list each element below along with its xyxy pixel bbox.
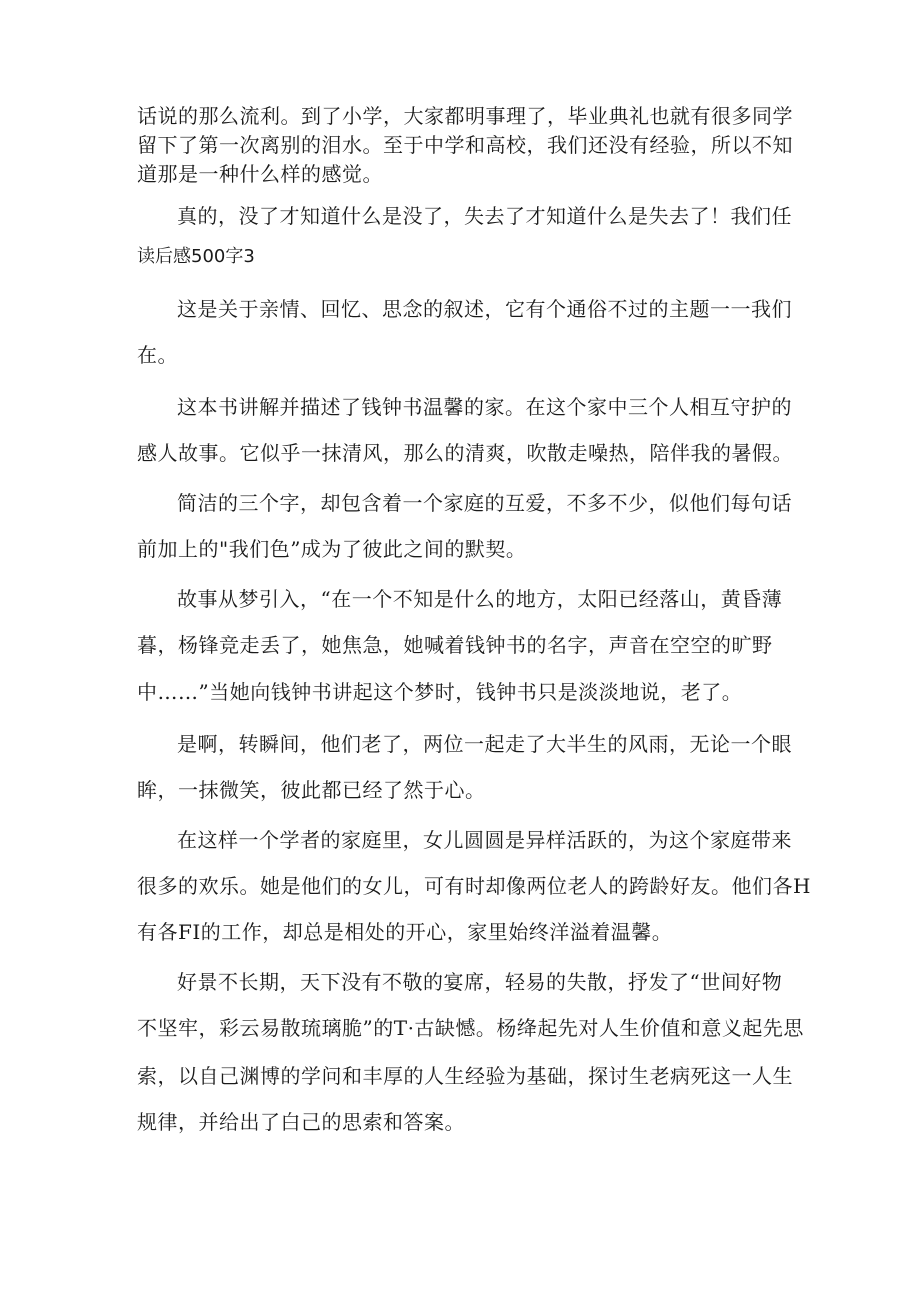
paragraph-8-line-2: 很多的欢乐。她是他们的女儿，可有时却像两位老人的跨龄好友。他们各H xyxy=(137,874,811,898)
paragraph-2-line-1: 真的，没了才知道什么是没了，失去了才知道什么是失去了！我们任 xyxy=(177,204,792,228)
paragraph-6-line-3: 中……”当她向钱钟书讲起这个梦时，钱钟书只是淡淡地说，老了。 xyxy=(137,680,743,704)
paragraph-1-line-1: 话说的那么流利。到了小学，大家都明事理了，毕业典礼也就有很多同学 xyxy=(137,104,793,128)
paragraph-9-line-1: 好景不长期，天下没有不敬的宴席，轻易的失散，抒发了“世间好物 xyxy=(177,970,783,994)
paragraph-6-line-1: 故事从梦引入，“在一个不知是什么的地方，太阳已经落山，黄昏薄 xyxy=(177,587,783,611)
paragraph-4-line-2: 感人故事。它似乎一抹清风，那么的清爽，吹散走噪热，陪伴我的暑假。 xyxy=(137,441,793,465)
paragraph-1-line-3: 道那是一种什么样的感觉。 xyxy=(137,162,383,186)
paragraph-6-line-2: 暮，杨锋竞走丢了，她焦急，她喊着钱钟书的名字，声音在空空的旷野 xyxy=(137,633,773,657)
paragraph-9-line-2: 不坚牢，彩云易散琉璃脆”的T·古缺憾。杨绛起先对人生价值和意义起先思 xyxy=(137,1016,804,1040)
paragraph-5-line-1: 简洁的三个字，却包含着一个家庭的互爱，不多不少，似他们每句话 xyxy=(177,491,792,515)
paragraph-4-line-1: 这本书讲解并描述了钱钟书温馨的家。在这个家中三个人相互守护的 xyxy=(177,395,792,419)
paragraph-5-line-2: 前加上的"我们色”成为了彼此之间的默契。 xyxy=(137,537,527,561)
paragraph-3-line-1: 这是关于亲情、回忆、思念的叙述，它有个通俗不过的主题一一我们 xyxy=(177,297,792,321)
paragraph-9-line-4: 规律，并给出了白己的思索和答案。 xyxy=(137,1110,465,1134)
paragraph-9-line-3: 索，以自己渊博的学问和丰厚的人生经验为基础，探讨生老病死这一人生 xyxy=(137,1064,793,1088)
paragraph-1-line-2: 留下了第一次离别的泪水。至于中学和高校，我们还没有经验，所以不知 xyxy=(137,133,793,157)
paragraph-8-line-1: 在这样一个学者的家庭里，女儿圆圆是异样活跃的，为这个家庭带来 xyxy=(177,828,792,852)
paragraph-8-line-3: 有各FI的工作，却总是相处的开心，家里始终洋溢着温馨。 xyxy=(137,920,673,944)
paragraph-7-line-2: 眸，一抹微笑，彼此都已经了然于心。 xyxy=(137,778,486,802)
paragraph-3-line-2: 在。 xyxy=(137,343,178,367)
paragraph-7-line-1: 是啊，转瞬间，他们老了，两位一起走了大半生的风雨，无论一个眼 xyxy=(177,732,792,756)
section-heading: 读后感500字3 xyxy=(137,246,255,267)
